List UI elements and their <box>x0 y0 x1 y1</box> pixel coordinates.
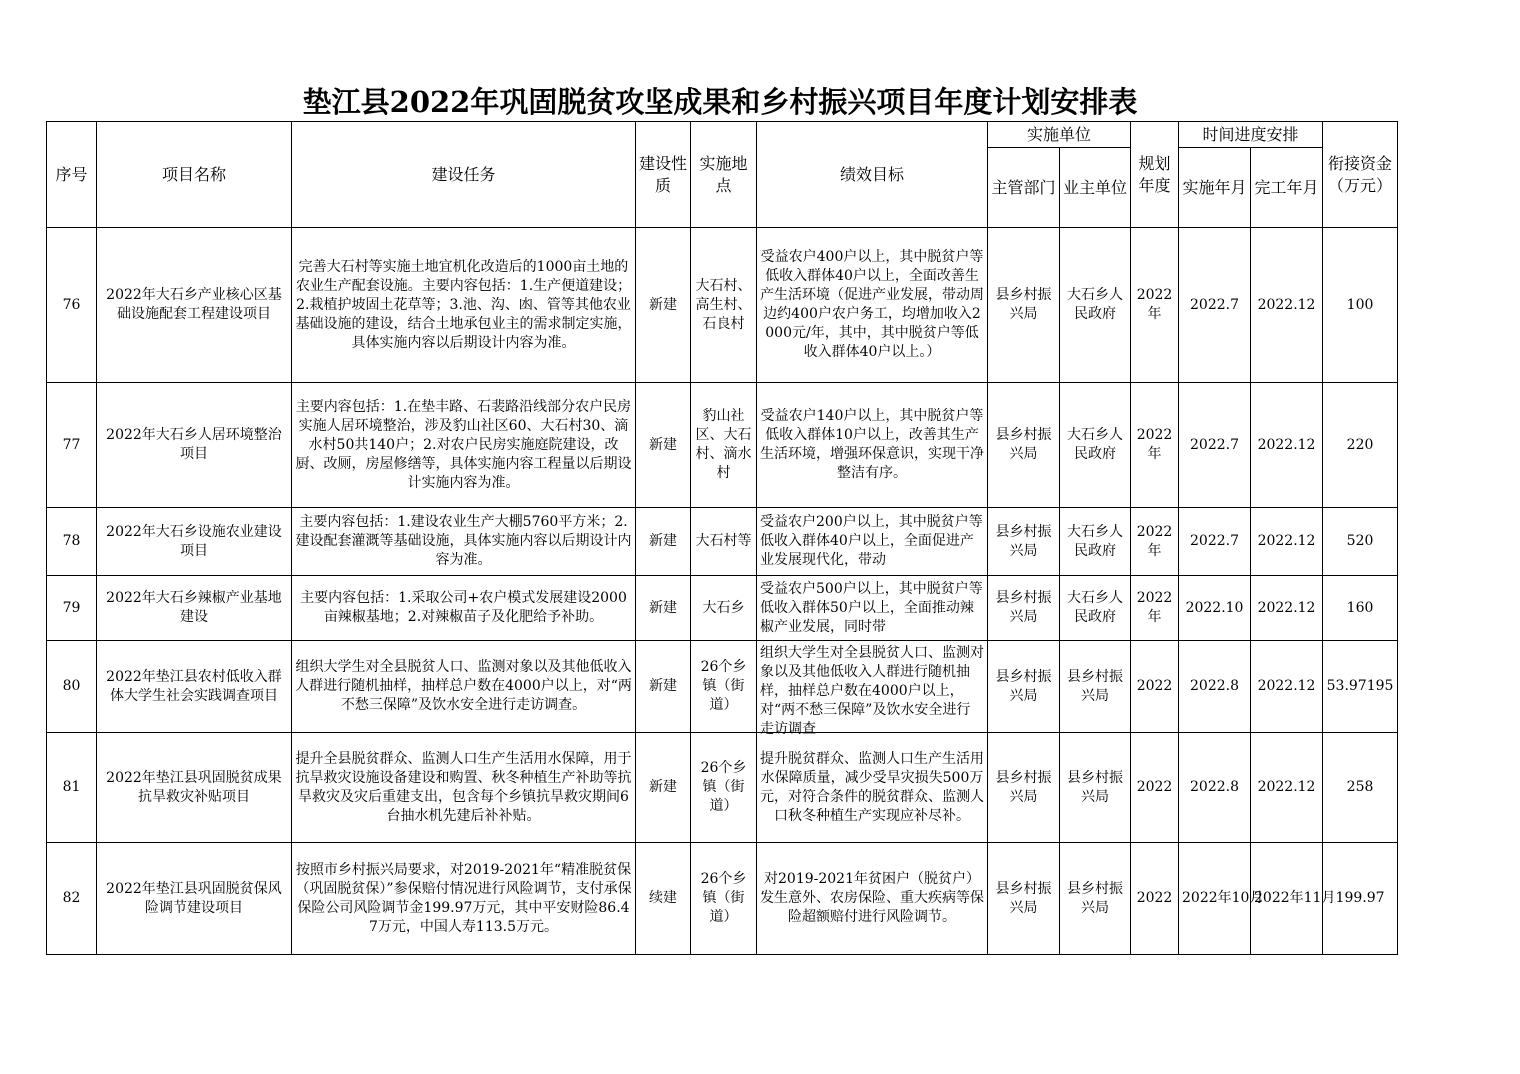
plan-year-cell: 2022年 <box>1131 383 1179 508</box>
table-row <box>47 383 1398 508</box>
start-cell: 2022.7 <box>1179 383 1251 508</box>
seq-cell: 80 <box>47 641 97 733</box>
owner-cell: 大石乡人民政府 <box>1060 576 1131 641</box>
header-nature: 建设性质 <box>636 122 691 228</box>
table-row <box>47 641 1398 733</box>
table-row <box>47 508 1398 576</box>
name-cell: 2022年大石乡产业核心区基础设施配套工程建设项目 <box>97 228 292 383</box>
header-goal: 绩效目标 <box>757 122 988 228</box>
plan-year-cell: 2022年 <box>1131 228 1179 383</box>
header-plan-year: 规划年度 <box>1131 122 1179 228</box>
location-cell: 26个乡镇（街道） <box>691 641 757 733</box>
plan-table <box>46 121 1398 955</box>
fund-cell: 520 <box>1323 508 1398 576</box>
dept-cell: 县乡村振兴局 <box>988 576 1060 641</box>
seq-cell: 79 <box>47 576 97 641</box>
seq-cell: 77 <box>47 383 97 508</box>
dept-cell: 县乡村振兴局 <box>988 641 1060 733</box>
location-cell: 大石乡 <box>691 576 757 641</box>
name-cell: 2022年大石乡辣椒产业基地建设 <box>97 576 292 641</box>
goal-cell: 受益农户140户以上，其中脱贫户等低收入群体10户以上，改善其生产生活环境，增强环保意识，实现干净整洁有序。 <box>757 383 988 508</box>
goal-cell <box>757 508 988 576</box>
page-title: 垫江县2022年巩固脱贫攻坚成果和乡村振兴项目年度计划安排表 <box>302 85 1138 119</box>
fund-cell: 199.97 <box>1323 843 1398 955</box>
task-cell: 主要内容包括：1.在垫丰路、石裴路沿线部分农户民房实施人居环境整治，涉及豹山社区60、大石村30、滴水村50共140户；2.对农户民房实施庭院建设，改厨、改厕，房屋修缮等，具体实施内容工程量以后期设计实施内容为准。 <box>292 383 636 508</box>
task-cell: 主要内容包括：1.建设农业生产大棚5760平方米；2.建设配套灌溉等基础设施，具体实施内容以后期设计内容为准。 <box>292 508 636 576</box>
owner-cell: 大石乡人民政府 <box>1060 383 1131 508</box>
nature-cell: 续建 <box>636 843 691 955</box>
location-cell: 26个乡镇（街道） <box>691 733 757 843</box>
task-cell: 组织大学生对全县脱贫人口、监测对象以及其他低收入人群进行随机抽样，抽样总户数在4000户以上，对“两不愁三保障”及饮水安全进行走访调查。 <box>292 641 636 733</box>
header-location: 实施地点 <box>691 122 757 228</box>
location-cell: 26个乡镇（街道） <box>691 843 757 955</box>
owner-cell: 县乡村振兴局 <box>1060 641 1131 733</box>
name-cell: 2022年垫江县巩固脱贫保风险调节建设项目 <box>97 843 292 955</box>
header-row-top <box>47 122 1398 148</box>
end-cell: 2022.12 <box>1251 733 1323 843</box>
start-cell: 2022.7 <box>1179 228 1251 383</box>
dept-cell: 县乡村振兴局 <box>988 228 1060 383</box>
name-cell: 2022年大石乡设施农业建设项目 <box>97 508 292 576</box>
name-cell: 2022年大石乡人居环境整治项目 <box>97 383 292 508</box>
start-cell: 2022.8 <box>1179 733 1251 843</box>
nature-cell: 新建 <box>636 733 691 843</box>
goal-cell: 对2019-2021年贫困户（脱贫户）发生意外、农房保险、重大疾病等保险超额赔付进行风险调节。 <box>757 843 988 955</box>
start-cell: 2022.7 <box>1179 508 1251 576</box>
table-row <box>47 733 1398 843</box>
table-row <box>47 576 1398 641</box>
nature-cell: 新建 <box>636 508 691 576</box>
plan-year-cell: 2022年 <box>1131 508 1179 576</box>
dept-cell: 县乡村振兴局 <box>988 508 1060 576</box>
end-cell: 2022.12 <box>1251 576 1323 641</box>
goal-cell <box>757 641 988 737</box>
nature-cell: 新建 <box>636 383 691 508</box>
fund-cell: 160 <box>1323 576 1398 641</box>
name-cell: 2022年垫江县巩固脱贫成果抗旱救灾补贴项目 <box>97 733 292 843</box>
nature-cell: 新建 <box>636 576 691 641</box>
table-row <box>47 228 1398 383</box>
goal-cell: 受益农户400户以上，其中脱贫户等低收入群体40户以上，全面改善生产生活环境（促进产业发展，带动周边约400户农户务工，均增加收入2000元/年，其中，其中脱贫户等低收入群体40户以上。） <box>757 228 988 383</box>
owner-cell: 大石乡人民政府 <box>1060 228 1131 383</box>
header-end: 完工年月 <box>1251 148 1323 228</box>
header-owner: 业主单位 <box>1060 148 1131 228</box>
plan-year-cell: 2022 <box>1131 733 1179 843</box>
start-cell: 2022年10月 <box>1179 843 1251 955</box>
dept-cell: 县乡村振兴局 <box>988 383 1060 508</box>
header-fund: 衔接资金（万元） <box>1323 122 1398 228</box>
task-cell: 主要内容包括：1.采取公司+农户模式发展建设2000亩辣椒基地；2.对辣椒苗子及化肥给予补助。 <box>292 576 636 641</box>
table-row <box>47 843 1398 955</box>
owner-cell: 大石乡人民政府 <box>1060 508 1131 576</box>
goal-text: 组织大学生对全县脱贫人口、监测对象以及其他低收入人群进行随机抽样，抽样总户数在4000户以上，对“两不愁三保障”及饮水安全进行走访调查 <box>760 644 984 737</box>
owner-cell: 县乡村振兴局 <box>1060 843 1131 955</box>
location-cell: 豹山社区、大石村、滴水村 <box>691 383 757 508</box>
end-cell: 2022.12 <box>1251 641 1323 733</box>
plan-year-cell: 2022 <box>1131 641 1179 733</box>
fund-cell: 258 <box>1323 733 1398 843</box>
end-cell: 2022年11月 <box>1251 843 1323 955</box>
start-cell: 2022.10 <box>1179 576 1251 641</box>
plan-year-cell: 2022年 <box>1131 576 1179 641</box>
seq-cell: 81 <box>47 733 97 843</box>
end-cell: 2022.12 <box>1251 383 1323 508</box>
task-cell: 完善大石村等实施土地宜机化改造后的1000亩土地的农业生产配套设施。主要内容包括：1.生产便道建设；2.栽植护坡固土花草等；3.池、沟、凼、管等其他农业基础设施的建设，结合土地承包业主的需求制定实施，具体实施内容以后期设计内容为准。 <box>292 228 636 383</box>
end-cell: 2022.12 <box>1251 228 1323 383</box>
location-cell: 大石村、高生村、石良村 <box>691 228 757 383</box>
header-task: 建设任务 <box>292 122 636 228</box>
header-seq: 序号 <box>47 122 97 228</box>
owner-cell: 县乡村振兴局 <box>1060 733 1131 843</box>
goal-text: 受益农户200户以上，其中脱贫户等低收入群体40户以上，全面促进产业发展现代化，带动 <box>760 514 983 568</box>
dept-cell: 县乡村振兴局 <box>988 733 1060 843</box>
name-cell: 2022年垫江县农村低收入群体大学生社会实践调查项目 <box>97 641 292 733</box>
fund-cell: 100 <box>1323 228 1398 383</box>
goal-cell <box>757 576 988 641</box>
fund-cell: 53.97195 <box>1323 641 1398 733</box>
header-name: 项目名称 <box>97 122 292 228</box>
header-unit-group: 实施单位 <box>988 122 1131 148</box>
seq-cell: 82 <box>47 843 97 955</box>
seq-cell: 78 <box>47 508 97 576</box>
location-cell: 大石村等 <box>691 508 757 576</box>
header-time-group: 时间进度安排 <box>1179 122 1323 148</box>
nature-cell: 新建 <box>636 641 691 733</box>
goal-cell: 提升脱贫群众、监测人口生产生活用水保障质量，减少受旱灾损失500万元，对符合条件的脱贫群众、监测人口秋冬种植生产实现应补尽补。 <box>757 733 988 843</box>
end-cell: 2022.12 <box>1251 508 1323 576</box>
header-dept: 主管部门 <box>988 148 1060 228</box>
start-cell: 2022.8 <box>1179 641 1251 733</box>
task-cell: 提升全县脱贫群众、监测人口生产生活用水保障，用于抗旱救灾设施设备建设和购置、秋冬种植生产补助等抗旱救灾及灾后重建支出，包含每个乡镇抗旱救灾期间6台抽水机先建后补补贴。 <box>292 733 636 843</box>
nature-cell: 新建 <box>636 228 691 383</box>
dept-cell: 县乡村振兴局 <box>988 843 1060 955</box>
goal-text: 受益农户500户以上，其中脱贫户等低收入群体50户以上，全面推动辣椒产业发展，同时带 <box>760 580 983 635</box>
seq-cell: 76 <box>47 228 97 383</box>
task-cell: 按照市乡村振兴局要求，对2019-2021年“精准脱贫保（巩固脱贫保）”参保赔付情况进行风险调节，支付承保保险公司风险调节金199.97万元，其中平安财险86.47万元，中国人寿113.5万元。 <box>292 843 636 955</box>
header-start: 实施年月 <box>1179 148 1251 228</box>
fund-cell: 220 <box>1323 383 1398 508</box>
plan-year-cell: 2022 <box>1131 843 1179 955</box>
